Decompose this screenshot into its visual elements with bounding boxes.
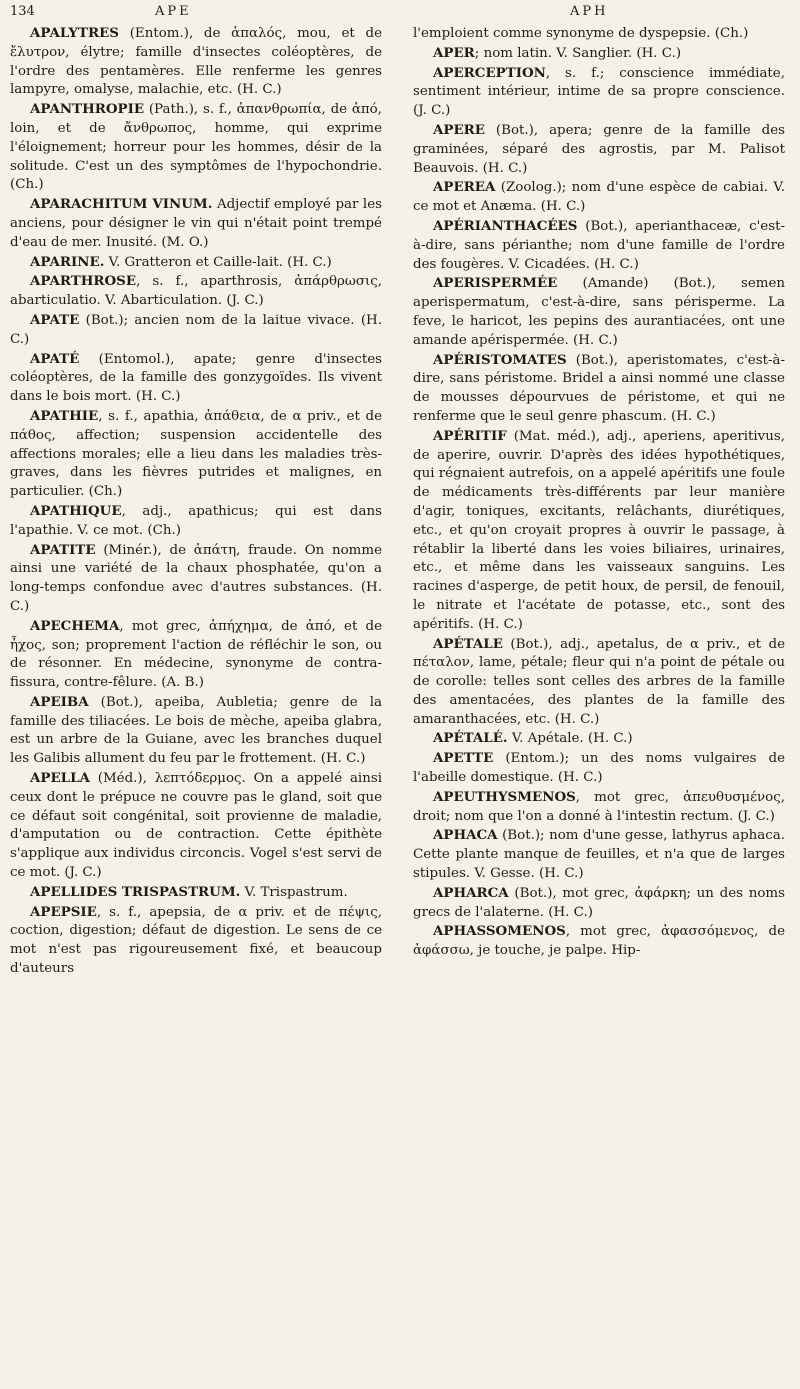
entry-text: (Path.), s. f., ἀπανθρωπία, de ἀπό, loin, et de ἄνθρωπος, homme, qui exprime l'éloignement; horreur pour les hommes, désir de la solitude. C'est un des symptômes de l'hypochondrie. (Ch.) [10, 102, 382, 193]
entry-headword: APEREA [433, 179, 496, 196]
entry-headword: APARTHROSE [30, 273, 137, 290]
dictionary-entry [413, 826, 785, 883]
dictionary-entry [413, 24, 785, 44]
entry-headword: APÉTALE [433, 635, 503, 652]
dictionary-entry [413, 749, 785, 788]
entry-text: (Méd.), λεπτόδερμος. On a appelé ainsi ceux dont le prépuce ne couvre pas le gland, soit que ce défaut soit congénital, soit provienne de maladie, d'amputation ou de contraction. Cette épithète s'applique aux individus circoncis. Vogel s'est servi de ce mot. (J. C.) [10, 771, 382, 881]
dictionary-entry [413, 351, 785, 427]
dictionary-entry [10, 350, 382, 407]
dictionary-entry [10, 693, 382, 769]
dictionary-entry [413, 788, 785, 827]
dictionary-entry [413, 884, 785, 923]
entry-text: (Bot.), apera; genre de la famille des graminées, séparé des agrostis, par M. Palisot Beauvois. (H. C.) [413, 122, 785, 176]
entry-headword: APERCEPTION [433, 64, 546, 81]
dictionary-entry [10, 883, 382, 903]
left-column [10, 24, 382, 979]
entry-headword: APARINE. [30, 253, 105, 270]
entry-headword: APERE [433, 121, 485, 138]
dictionary-entry [10, 502, 382, 541]
entry-text: , mot grec, ἀφασσόμενος, de ἀφάσσω, je touche, je palpe. Hip- [413, 924, 785, 959]
right-column [413, 24, 785, 961]
entry-headword: APÉRITIF [433, 427, 507, 444]
dictionary-entry [10, 407, 382, 502]
entry-text: , mot grec, ἀπευθυσμένος, droit; nom que l'on a donné à l'intestin rectum. (J. C.) [413, 789, 785, 824]
entry-text: (Bot.), adj., apetalus, de α priv., et de πέταλον, lame, pétale; fleur qui n'a point de pétale ou de corolle: telles sont celles des arbres de la famille des amentacées, des plantes de la famille des amaranthacées, etc. (H. C.) [413, 636, 785, 727]
entry-headword: APATHIQUE [30, 502, 122, 519]
entry-text: (Bot.); ancien nom de la laitue vivace. (H. C.) [10, 312, 382, 347]
entry-text: (Entom.), de ἁπαλός, mou, et de ἔλυτρον, élytre; famille d'insectes coléoptères, de l'ordre des pentamères. Elle renferme les genres lampyre, omalyse, malachie, etc. (H. C.) [10, 26, 382, 98]
entry-text: (Entomol.), apate; genre d'insectes coléoptères, de la famille des gonzygoïdes. Ils vivent dans le bois mort. (H. C.) [10, 351, 382, 405]
dictionary-entry [10, 195, 382, 252]
dictionary-entry [413, 121, 785, 178]
entry-headword: APÉRISTOMATES [433, 351, 567, 368]
dictionary-entry [413, 274, 785, 350]
entry-headword: APARACHITUM VINUM. [30, 196, 213, 213]
dictionary-entry [10, 769, 382, 883]
entry-headword: APATHIE [30, 407, 99, 424]
dictionary-entry [10, 272, 382, 311]
dictionary-entry [413, 729, 785, 749]
dictionary-entry [10, 100, 382, 195]
running-head-left: APE [155, 4, 192, 19]
entry-text: , s. f., aparthrosis, ἀπάρθρωσις, abarticulatio. V. Abarticulation. (J. C.) [10, 274, 382, 309]
entry-headword: APELLIDES TRISPASTRUM. [30, 883, 241, 900]
entry-text: , s. f., apathia, ἀπάθεια, de α priv., et de πάθος, affection; suspension accidentelle des affections morales; elle a lieu dans les maladies très-graves, dans les fièvres putrides et malignes, en particulier. (Ch.) [10, 408, 382, 500]
dictionary-entry [413, 922, 785, 961]
dictionary-entry [10, 541, 382, 617]
entry-headword: APECHEMA [30, 617, 120, 634]
dictionary-entry [413, 635, 785, 730]
entry-text: (Bot.), apeiba, Aubletia; genre de la famille des tiliacées. Le bois de mèche, apeiba glabra, est un arbre de la Guiane, avec les branches duquel les Galibis allument du feu par le frottement. (H. C.) [10, 694, 382, 767]
entry-headword: APALYTRES [30, 25, 119, 41]
entry-headword: APEPSIE [30, 903, 97, 920]
entry-text: V. Trispastrum. [240, 884, 348, 900]
dictionary-entry [10, 311, 382, 350]
entry-headword: APATITE [30, 541, 96, 558]
entry-headword: APÉTALÉ. [433, 730, 508, 747]
dictionary-entry [10, 903, 382, 979]
entry-text: , s. f.; conscience immédiate, sentiment intérieur, intime de sa propre conscience. (J. C.) [413, 65, 785, 119]
entry-headword: APEUTHYSMENOS [433, 788, 576, 805]
entry-text: (Bot.), aperianthaceæ, c'est-à-dire, sans périanthe; nom d'une famille de l'ordre des fougères. V. Cicadées. (H. C.) [413, 218, 785, 272]
entry-text: (Zoolog.); nom d'une espèce de cabiai. V. ce mot et Anæma. (H. C.) [413, 180, 785, 215]
entry-text: (Bot.), mot grec, ἀφάρκη; un des noms grecs de l'alaterne. (H. C.) [413, 885, 785, 920]
entry-text: l'emploient comme synonyme de dyspepsie. (Ch.) [413, 26, 749, 41]
entry-text: Adjectif employé par les anciens, pour désigner le vin qui n'était point trempé d'eau de mer. Inusité. (M. O.) [10, 197, 382, 250]
dictionary-entry [10, 617, 382, 693]
entry-headword: APÉRIANTHACÉES [433, 217, 578, 234]
dictionary-entry [413, 44, 785, 64]
entry-text: , s. f., apepsia, de α priv. et de πέψις, coction, digestion; défaut de digestion. Le sens de ce mot n'est pas rigoureusement fixé, et beaucoup d'auteurs [10, 904, 382, 977]
dictionary-entry [413, 64, 785, 121]
dictionary-entry [10, 253, 382, 273]
entry-headword: APELLA [30, 770, 90, 787]
entry-headword: APER [433, 44, 475, 61]
entry-text: (Bot.); nom d'une gesse, lathyrus aphaca. Cette plante manque de feuilles, et n'a que de larges stipules. V. Gesse. (H. C.) [413, 828, 785, 882]
entry-text: V. Gratteron et Caille-lait. (H. C.) [104, 254, 332, 270]
entry-headword: APANTHROPIE [30, 101, 145, 118]
entry-headword: APETTE [433, 750, 494, 767]
entry-text: (Amande) (Bot.), semen aperispermatum, c'est-à-dire, sans périsperme. La feve, le haricot, les pepins des aurantiacées, ont une amande apérispermée. (H. C.) [413, 276, 785, 348]
entry-text: (Minér.), de ἀπάτη, fraude. On nomme ainsi une variété de la chaux phosphatée, qu'on a long-temps confondue avec d'autres substances. (H. C.) [10, 542, 382, 614]
entry-headword: APATE [30, 311, 80, 328]
entry-headword: APHARCA [433, 884, 509, 901]
running-head-right: APH [570, 4, 609, 19]
entry-headword: APATÉ [30, 350, 80, 367]
page-number: 134 [10, 4, 35, 19]
entry-headword: APHACA [433, 827, 498, 844]
entry-text: , mot grec, ἀπήχημα, de ἀπό, et de ἦχος, son; proprement l'action de réfléchir le son, ou de résonner. En médecine, synonyme de contra-fissura, contre-fêlure. (A. B.) [10, 618, 382, 691]
entry-text: (Bot.), aperistomates, c'est-à-dire, sans péristome. Bridel a ainsi nommé une classe de mousses dépourvues de péristome, et qui ne renferme que le seul genre phascum. (H. C.) [413, 352, 785, 424]
entry-text: (Mat. méd.), adj., aperiens, aperitivus, de aperire, ouvrir. D'après des idées hypothétiques, qui régnaient autrefois, on a appelé apéritifs une foule de médicaments très-différents par leur manière d'agir, toniques, excitants, relâchants, diurétiques, etc., et qu'on croyait propres à ouvrir le passage, à rétablir la liberté dans les voies biliaires, urinaires, etc., et même dans les vaisseaux sanguins. Les racines d'asperge, de petit houx, de persil, de fenouil, le nitrate et l'acétate de potasse, etc., sont des apéritifs. (H. C.) [413, 428, 785, 632]
entry-text: ; nom latin. V. Sanglier. (H. C.) [474, 45, 682, 61]
dictionary-entry [413, 217, 785, 274]
entry-headword: APHASSOMENOS [433, 923, 566, 940]
dictionary-entry [413, 427, 785, 635]
entry-text: (Entom.); un des noms vulgaires de l'abeille domestique. (H. C.) [413, 751, 785, 786]
entry-headword: APERISPERMÉE [433, 275, 558, 292]
dictionary-entry [10, 24, 382, 100]
entry-headword: APEIBA [30, 693, 89, 710]
entry-text: , adj., apathicus; qui est dans l'apathie. V. ce mot. (Ch.) [10, 503, 382, 538]
dictionary-entry [413, 178, 785, 217]
entry-text: V. Apétale. (H. C.) [507, 731, 633, 747]
